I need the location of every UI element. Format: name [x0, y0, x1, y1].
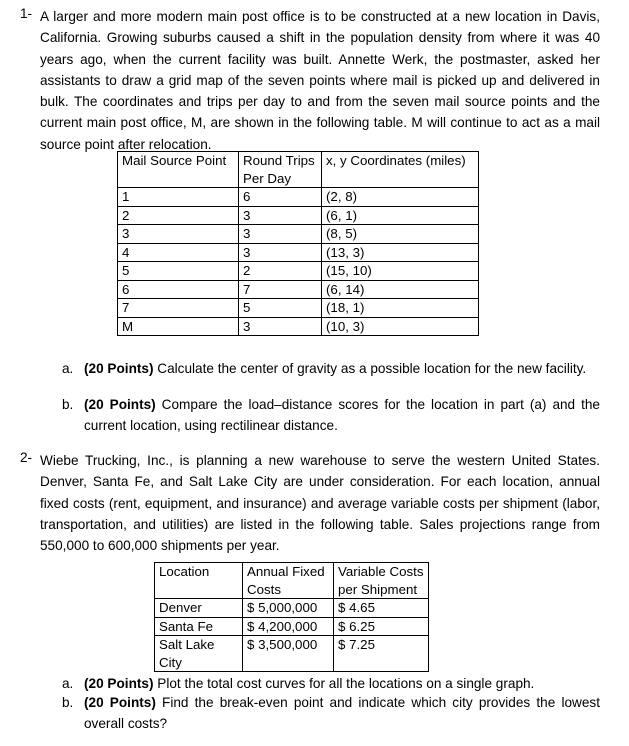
header-cell: Mail Source Point: [118, 152, 239, 188]
cell: $ 4.65: [334, 599, 429, 618]
cell: 5: [118, 262, 239, 281]
cell: (2, 8): [322, 188, 479, 207]
question-text: Wiebe Trucking, Inc., is planning a new warehouse to serve the western United States. Denver, Santa Fe, and Salt Lake City are under consideration. For each location, annual fixed costs (rent, equipment, and insurance) and average variable costs per shipment (labor, transportation, and utilities) are listed in the following table. Sales projections range from 550,000 to 600,000 shipments per year.: [40, 453, 600, 554]
header-cell: Annual Fixed Costs: [243, 563, 334, 599]
cell: $ 4,200,000: [243, 617, 334, 636]
cell: 3: [239, 225, 322, 244]
question-text: A larger and more modern main post office is to be constructed at a new location in Davis, California. Growing suburbs caused a shift in the population density from where it was 40 years ago, when the current facility was built. Annette Werk, the postmaster, asked her assistants to draw a grid map of the seven points where mail is picked up and delivered in bulk. The coordinates and trips per day to and from the seven mail source points and the current main post office, M, are shown in the following table. M will continue to act as a mail source point after relocation.: [40, 9, 600, 152]
cell: (6, 14): [322, 280, 479, 299]
table-row: [118, 188, 479, 207]
question-2-part-b: [62, 692, 600, 735]
table-row: [118, 206, 479, 225]
cell: 3: [239, 206, 322, 225]
table-row: [155, 636, 429, 672]
cell: (13, 3): [322, 243, 479, 262]
table-row: [118, 262, 479, 281]
question-1: [20, 6, 600, 155]
cell: (10, 3): [322, 317, 479, 336]
question-2: [20, 450, 600, 556]
part-label: a.: [62, 676, 74, 691]
cell: 1: [118, 188, 239, 207]
cell: 6: [118, 280, 239, 299]
cell: Denver: [155, 599, 243, 618]
table-row: [118, 243, 479, 262]
points: (20 Points): [84, 676, 154, 691]
question-1-part-a: [62, 358, 600, 379]
table-header-row: [155, 563, 429, 599]
table-row: [155, 617, 429, 636]
cell: 2: [118, 206, 239, 225]
cell: (6, 1): [322, 206, 479, 225]
cell: M: [118, 317, 239, 336]
header-cell: Location: [155, 563, 243, 599]
cell: 3: [118, 225, 239, 244]
cell: 6: [239, 188, 322, 207]
part-label: b.: [62, 397, 74, 412]
question-number: 1-: [20, 6, 33, 21]
part-label: b.: [62, 695, 74, 710]
table-header-row: [118, 152, 479, 188]
table-row: [118, 299, 479, 318]
cell: 3: [239, 243, 322, 262]
cell: 7: [239, 280, 322, 299]
part-text: Calculate the center of gravity as a possible location for the new facility.: [153, 361, 587, 376]
cell: 3: [239, 317, 322, 336]
cell: Salt Lake City: [155, 636, 243, 672]
header-cell: Round Trips Per Day: [239, 152, 322, 188]
points: (20 Points): [84, 361, 154, 376]
cell: $ 6.25: [334, 617, 429, 636]
cell: 5: [239, 299, 322, 318]
table-row: [118, 225, 479, 244]
table-row: [155, 599, 429, 618]
cell: $ 7.25: [334, 636, 429, 672]
part-text: Compare the load–distance scores for the location in part (a) and the current location, using rectilinear distance.: [84, 397, 600, 434]
question-1-part-b: [62, 394, 600, 437]
question-number: 2-: [20, 450, 33, 465]
cell: (8, 5): [322, 225, 479, 244]
cell: $ 5,000,000: [243, 599, 334, 618]
table-row: [118, 317, 479, 336]
part-text: Find the break-even point and indicate which city provides the lowest overall costs?: [84, 695, 600, 732]
points: (20 Points): [84, 695, 156, 710]
header-cell: Variable Costs per Shipment: [334, 563, 429, 599]
table-row: [118, 280, 479, 299]
cell: 4: [118, 243, 239, 262]
cell: 2: [239, 262, 322, 281]
cell: $ 3,500,000: [243, 636, 334, 672]
part-label: a.: [62, 361, 74, 376]
cell: Santa Fe: [155, 617, 243, 636]
header-cell: x, y Coordinates (miles): [322, 152, 479, 188]
cell: (18, 1): [322, 299, 479, 318]
warehouse-cost-table: [154, 562, 429, 672]
mail-source-table: [117, 151, 479, 336]
part-text: Plot the total cost curves for all the locations on a single graph.: [153, 676, 535, 691]
cell: (15, 10): [322, 262, 479, 281]
cell: 7: [118, 299, 239, 318]
points: (20 Points): [84, 397, 156, 412]
